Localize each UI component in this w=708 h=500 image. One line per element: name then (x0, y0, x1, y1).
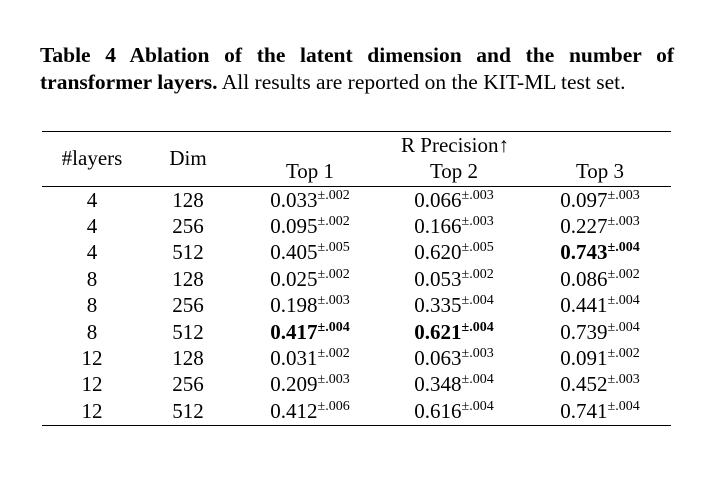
table-cell-dim: 128 (172, 188, 204, 212)
table-cell-top2: $0.616^{\pm.004}$ (414, 399, 494, 423)
table-cell-layers: 12 (81, 399, 103, 423)
table-cell-dim: 128 (172, 346, 204, 370)
table-cell-top1: $0.033^{\pm.002}$ (270, 188, 350, 212)
table-cell-layers: 12 (81, 346, 103, 370)
table-cell-top1: $0.025^{\pm.002}$ (270, 267, 350, 291)
table-cell-top2: $0.348^{\pm.004}$ (414, 372, 494, 396)
table-cell-top2: $0.166^{\pm.003}$ (414, 214, 494, 238)
table-cell-top2: $0.066^{\pm.003}$ (414, 188, 494, 212)
table-cell-dim: 512 (172, 320, 204, 344)
table-cell-dim: 512 (172, 399, 204, 423)
table-cell-top3: $0.452^{\pm.003}$ (560, 372, 640, 396)
table-cell-top2-best: $0.621^{\pm.004}$ (414, 320, 494, 344)
table-cell-top1: $0.198^{\pm.003}$ (270, 293, 350, 317)
table-cell-top1: $0.031^{\pm.002}$ (270, 346, 350, 370)
table-cell-dim: 512 (172, 240, 204, 264)
table-cell-top3-best: $0.743^{\pm.004}$ (560, 240, 640, 264)
table-cell-dim: 256 (172, 214, 204, 238)
table-cell-top2: $0.063^{\pm.003}$ (414, 346, 494, 370)
table-cell-layers: 4 (86, 214, 98, 238)
table-cell-top3: $0.739^{\pm.004}$ (560, 320, 640, 344)
table-cell-top3: $0.086^{\pm.002}$ (560, 267, 640, 291)
header-dim: Dim (169, 146, 207, 170)
table-cell-dim: 256 (172, 372, 204, 396)
table-cell-top3: $0.097^{\pm.003}$ (560, 188, 640, 212)
header-layers: #layers (61, 146, 123, 170)
table-bottom-rule (42, 425, 671, 426)
table-header-rule (42, 186, 671, 187)
table-cell-dim: 128 (172, 267, 204, 291)
caption-title: Table 4 Ablation of the latent dimension and the number of transformer layers. (40, 43, 674, 94)
table-cell-top2: $0.620^{\pm.005}$ (414, 240, 494, 264)
table-cell-layers: 4 (86, 240, 98, 264)
table-cell-layers: 4 (86, 188, 98, 212)
table-cell-dim: 256 (172, 293, 204, 317)
header-top3: Top 3 (575, 159, 625, 183)
table-cell-top3: $0.441^{\pm.004}$ (560, 293, 640, 317)
caption-text: All results are reported on the KIT-ML test set. (217, 70, 626, 94)
table-cell-top1: $0.095^{\pm.002}$ (270, 214, 350, 238)
table-cell-layers: 12 (81, 372, 103, 396)
table-cell-top2: $0.053^{\pm.002}$ (414, 267, 494, 291)
header-r-precision: R Precision↑ (401, 133, 509, 157)
header-top2: Top 2 (429, 159, 479, 183)
table-cell-top1-best: $0.417^{\pm.004}$ (270, 320, 350, 344)
table-cell-layers: 8 (86, 293, 98, 317)
table-cell-top3: $0.091^{\pm.002}$ (560, 346, 640, 370)
table-caption (40, 42, 674, 96)
table-cell-top1: $0.412^{\pm.006}$ (270, 399, 350, 423)
table-cell-top3: $0.741^{\pm.004}$ (560, 399, 640, 423)
table-cell-layers: 8 (86, 320, 98, 344)
table-top-rule (42, 131, 671, 132)
table-cell-top1: $0.209^{\pm.003}$ (270, 372, 350, 396)
table-cell-top1: $0.405^{\pm.005}$ (270, 240, 350, 264)
table-cell-top2: $0.335^{\pm.004}$ (414, 293, 494, 317)
table-cell-top3: $0.227^{\pm.003}$ (560, 214, 640, 238)
table-cell-layers: 8 (86, 267, 98, 291)
header-top1: Top 1 (285, 159, 335, 183)
